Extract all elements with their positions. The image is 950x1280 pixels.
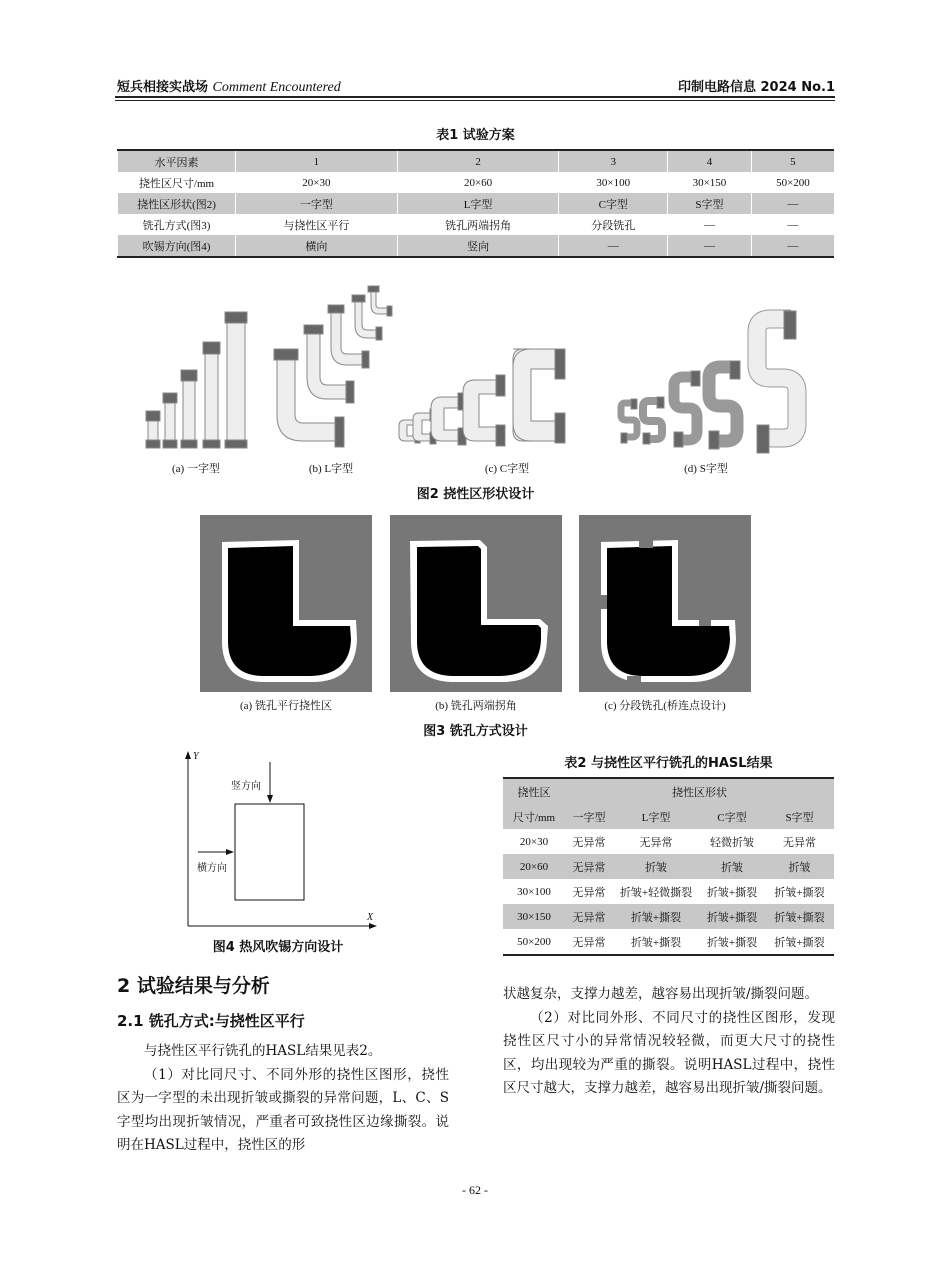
y-axis-label: Y [193, 751, 199, 762]
table-cell: S字型 [668, 193, 752, 214]
table-cell: 一字型 [236, 193, 398, 214]
table2 [503, 777, 834, 956]
fig3-subcaption-b: (b) 铣孔两端拐角 [435, 700, 517, 712]
table-cell: — [559, 235, 668, 257]
table-cell: 水平因素 [118, 150, 236, 172]
table2-subheader-row [503, 804, 834, 829]
table-cell: 横向 [236, 235, 398, 257]
table-row [503, 879, 834, 904]
table-row [118, 214, 835, 235]
table-cell: 5 [751, 150, 834, 172]
table-cell: 铣孔方式(图3) [118, 214, 236, 235]
table-cell: 挠性区尺寸/mm [118, 172, 236, 193]
table-cell: S字型 [765, 804, 834, 829]
table-cell: 折皱 [699, 854, 765, 879]
table-cell: 1 [236, 150, 398, 172]
paragraph: （2）对比同外形、不同尺寸的挠性区图形，发现挠性区尺寸小的异常情况较轻微，而更大尺寸的挠性区，均出现较为严重的撕裂。说明HASL过程中，挠性区尺寸越大，支撑力越差，越容易出现折皱/撕裂问题。 [503, 1009, 835, 1096]
table-cell: 折皱+撕裂 [774, 886, 825, 899]
table-cell: 折皱 [765, 854, 834, 879]
table-cell: L字型 [613, 804, 699, 829]
horizontal-arrow-icon [226, 849, 234, 855]
table-cell: 折皱+撕裂 [699, 904, 765, 929]
table2-title: 表2 与挠性区平行铣孔的HASL结果 [564, 756, 773, 771]
table-cell: 4 [668, 150, 752, 172]
table-cell: 20×30 [519, 835, 549, 848]
table-cell: 30×150 [503, 904, 565, 929]
l-shape-group [274, 286, 392, 447]
fig4-caption: 图4 热风吹锡方向设计 [212, 940, 344, 955]
x-axis-label: X [367, 912, 374, 923]
table2-header-row [503, 778, 834, 804]
table-cell: 20×60 [503, 854, 565, 879]
section-heading: 2 试验结果与分析 [117, 975, 270, 997]
header-section-en: Comment Encountered [212, 80, 341, 95]
table-cell: 50×200 [503, 929, 565, 955]
table-cell: — [751, 193, 834, 214]
table-cell: 20×60 [397, 172, 559, 193]
table1-title: 表1 试验方案 [436, 128, 515, 143]
fig2-subcaption-a: (a) 一字型 [172, 463, 220, 475]
fig2-subcaption-c: (c) C字型 [484, 463, 530, 475]
table-cell: C字型 [699, 804, 765, 829]
header-rule-thin [115, 100, 835, 101]
running-header-left [117, 76, 341, 96]
fig3-panel-c [579, 515, 751, 692]
table-cell: 挠性区 [503, 778, 565, 804]
table-cell: 20×30 [236, 172, 398, 193]
header-section-cn: 短兵相接实战场 [117, 80, 209, 95]
table-cell: 折皱+轻微撕裂 [619, 886, 693, 899]
table-cell: — [751, 235, 834, 257]
subsection-heading: 2.1 铣孔方式:与挠性区平行 [117, 1012, 305, 1030]
table-cell: 轻微折皱 [710, 836, 754, 849]
table-cell: C字型 [559, 193, 668, 214]
table-cell: — [668, 214, 752, 235]
table-cell: 挠性区形状(图2) [118, 193, 236, 214]
s-shape-group [621, 311, 797, 453]
horizontal-direction-label: 横方向 [197, 863, 227, 874]
table-cell: 2 [397, 150, 559, 172]
figure2-shapes [117, 285, 837, 457]
paragraph: 与挠性区平行铣孔的HASL结果见表2。 [144, 1043, 382, 1059]
table-cell: 30×150 [668, 172, 752, 193]
table1-header-row [118, 150, 835, 172]
fig3-panel-a [200, 515, 372, 692]
fig2-subcaption-d: (d) S字型 [684, 463, 728, 475]
table-cell: 尺寸/mm [503, 804, 565, 829]
fig3-subcaption-c: (c) 分段铣孔(桥连点设计) [604, 700, 726, 712]
fig2-subcaption-b: (b) L字型 [308, 463, 354, 475]
fig3-panel-b [390, 515, 562, 692]
table-cell: 30×100 [517, 885, 551, 898]
table-cell: 与挠性区平行 [236, 214, 398, 235]
table-cell: 折皱 [613, 854, 699, 879]
table-row [503, 829, 834, 854]
table-row [503, 929, 834, 955]
table-cell: 铣孔两端拐角 [397, 214, 559, 235]
table-row [118, 235, 835, 257]
table-cell: 无异常 [572, 836, 606, 849]
table-cell: 吹锡方向(图4) [118, 235, 236, 257]
table-cell: 挠性区形状 [565, 778, 834, 804]
table-cell: 无异常 [783, 836, 816, 849]
table-cell: 一字型 [565, 804, 613, 829]
fig2-caption: 图2 挠性区形状设计 [416, 487, 535, 502]
right-column-text [503, 983, 835, 1101]
table-cell: 无异常 [565, 904, 613, 929]
table-cell: 折皱+撕裂 [613, 929, 699, 955]
vertical-arrow-icon [267, 795, 273, 803]
y-axis-arrow-icon [185, 751, 191, 759]
table-row [503, 854, 834, 879]
header-rule [115, 96, 835, 98]
x-axis-arrow-icon [369, 923, 377, 929]
table-cell: — [751, 214, 834, 235]
page-number: - 62 - [462, 1183, 488, 1197]
fig4-diagram [178, 750, 378, 932]
c-shape-group [399, 349, 565, 446]
table-cell: 折皱+撕裂 [765, 929, 834, 955]
straight-strip-group [146, 312, 247, 448]
table-row [118, 172, 835, 193]
board-rectangle [235, 804, 304, 900]
table-row [118, 193, 835, 214]
table-cell: 50×200 [751, 172, 834, 193]
table-cell: 无异常 [572, 886, 606, 899]
fig3-subcaption-a: (a) 铣孔平行挠性区 [240, 700, 332, 712]
table-cell: 无异常 [565, 854, 613, 879]
vertical-direction-label: 竖方向 [231, 781, 261, 792]
table-cell: L字型 [397, 193, 559, 214]
table-cell: 无异常 [565, 929, 613, 955]
table-cell: 竖向 [397, 235, 559, 257]
table-row [503, 904, 834, 929]
table-cell: — [668, 235, 752, 257]
paragraph: （1）对比同尺寸、不同外形的挠性区图形，挠性区为一字型的未出现折皱或撕裂的异常问题，L、C、S字型均出现折皱情况，严重者可致挠性区边缘撕裂。说明在HASL过程中，挠性区的形 [117, 1066, 449, 1153]
table-cell: 折皱+撕裂 [699, 929, 765, 955]
table-cell: 无异常 [639, 836, 673, 849]
table-cell: 30×100 [559, 172, 668, 193]
left-column-text [117, 1040, 449, 1158]
table-cell: 折皱+撕裂 [613, 904, 699, 929]
paragraph: 状越复杂，支撑力越差，越容易出现折皱/撕裂问题。 [503, 986, 819, 1002]
table-cell: 3 [559, 150, 668, 172]
table-cell: 折皱+撕裂 [706, 886, 758, 899]
table1 [117, 149, 834, 258]
running-header-right: 印制电路信息 2024 No.1 [677, 80, 835, 95]
table-cell: 折皱+撕裂 [765, 904, 834, 929]
table-cell: 分段铣孔 [559, 214, 668, 235]
fig3-caption: 图3 铣孔方式设计 [423, 724, 528, 739]
